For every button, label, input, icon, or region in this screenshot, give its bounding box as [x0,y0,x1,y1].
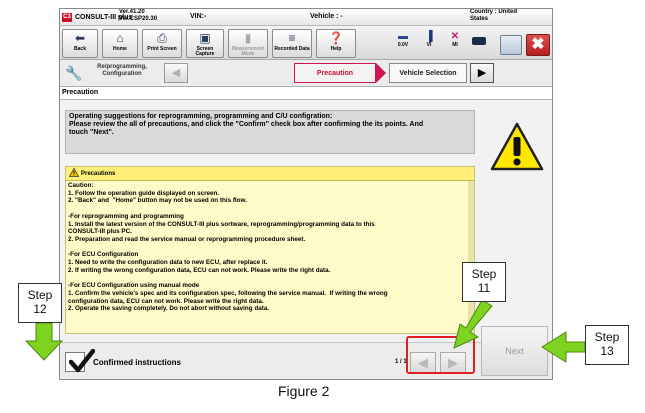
precaution-line: -For ECU Configuration using manual mode [68,282,200,290]
precaution-line [68,244,472,252]
screen-capture-label: Screen Capture [195,46,215,57]
recorded-data-label: Recorded Data [274,46,310,52]
step-arrow-icon [376,63,386,83]
precaution-line: 1. Follow the operation guide displayed on screen. [68,189,220,197]
consult-logo-icon: C3 [63,14,71,20]
version-line-1: Ver.41.20 [119,9,145,15]
page-indicator: 1 / 1 [395,359,407,365]
measurement-mode-label: Measurement Mode [231,46,265,57]
breadcrumb-back-button[interactable] [164,63,188,83]
breadcrumb-home-line-2: Configuration [102,71,142,77]
back-arrow-icon: ⬅ [74,31,86,45]
breadcrumb-step-vehicle-selection: Vehicle Selection [389,63,467,83]
title-bar [60,9,552,26]
battery-voltage: 0.0V [397,42,409,48]
home-button-label: Home [113,46,127,52]
version-line-2: Ver.CSP20.30 [119,16,158,22]
precautions-title: Precautions [81,171,116,177]
step-11-number: 11 [477,281,491,295]
chevron-left-icon: ◀ [171,67,181,79]
home-button[interactable] [102,29,138,58]
consult-window [59,8,553,380]
precaution-line: -For ECU Configuration [68,251,139,259]
close-icon: ✖ [531,36,545,53]
precaution-line: -For reprogramming and programming [68,212,184,220]
warning-small-icon [69,168,79,177]
breadcrumb-home[interactable] [87,64,157,78]
battery-status [391,31,415,48]
page-title: Precaution [62,89,99,96]
measurement-mode-button[interactable] [228,29,268,58]
operating-line-3: touch "Next". [69,129,114,136]
pager-highlight [406,336,475,374]
breadcrumb [60,60,552,87]
precaution-line: 2. If writing the wrong configuration data, ECU can not work. Please write the right data. [68,266,331,274]
signal-bars-icon: ▐ [425,31,433,42]
precaution-line: 2. "Back" and "Home" button may not be used on this flow. [68,197,247,205]
precaution-line: 2. Operate the saving completely. Do not abort without saving data. [68,305,270,313]
vi-label: VI [426,42,432,48]
print-screen-label: Print Screen [147,46,177,52]
help-icon: ❓ [328,31,344,45]
precaution-line: 1. Confirm the vehicle's spec and its configuration spec, following the service manual. If writing the wrong [68,289,388,297]
checkmark-icon [69,349,95,375]
measurement-icon: ▮ [244,31,252,45]
operating-suggestions [65,110,475,154]
vehicle-label: Vehicle : - [310,13,343,20]
chevron-right-icon: ▶ [448,355,458,370]
toolbar [60,26,552,60]
confirmed-instructions-label: Confirmed instructions [93,358,182,367]
step-13-callout [585,325,629,365]
step-12-number: 12 [33,302,47,316]
precaution-line: 1. Need to write the configuration data to new ECU, after replace it. [68,259,268,266]
printer-icon: ⎙ [157,31,167,45]
breadcrumb-home-line-1: Re/programming, [97,64,147,70]
figure-caption: Figure 2 [278,383,330,399]
x-icon: ✕ [450,31,460,42]
step-11-label: Step [471,267,497,281]
chevron-right-icon: ▶ [477,67,487,79]
operating-line-2: Please review the all of precautions, and click the "Confirm" check box after confirming the its points. And [69,121,424,128]
help-button[interactable] [316,29,356,58]
app-name: CONSULT-III plus [75,14,133,21]
help-label: Help [330,46,342,52]
confirm-checkbox[interactable] [65,352,85,372]
country-line-1: Country : United [470,9,517,15]
back-button[interactable] [62,29,98,58]
precaution-line: 1. Install the latest version of the CONSULT-III plus sortware, reprogramming/programming data to this [68,220,375,228]
precautions-text [66,181,474,314]
breadcrumb-forward-button[interactable] [470,63,494,83]
precautions-scrollbar[interactable] [468,181,474,333]
breadcrumb-step-precaution: Precaution [294,63,376,83]
home-icon: ⌂ [116,31,124,45]
version-info [119,9,157,23]
step-13-number: 13 [600,344,614,358]
recorded-data-button[interactable] [272,29,312,58]
step-12-callout [18,283,62,323]
warning-icon [490,122,544,172]
connector-icon [472,37,486,45]
print-screen-button[interactable] [142,29,182,58]
mi-label: MI [452,42,458,48]
precautions-header [66,167,474,181]
chevron-left-icon: ◀ [418,355,428,370]
footer-bar [60,342,552,379]
recorded-data-icon: ≡ [288,31,296,45]
precaution-line: Caution: [68,182,94,189]
step-12-arrow [26,323,62,360]
precaution-line [68,205,472,213]
car-battery-icon: ▬ [398,31,408,42]
step-12-label: Step [27,288,53,302]
country-info [470,9,517,23]
mi-status [443,31,467,48]
country-line-2: States [470,16,489,22]
vin-label: VIN:- [190,13,207,20]
step-11-callout [462,262,506,302]
precaution-line [68,274,472,282]
minimize-button[interactable] [500,35,522,55]
vi-status [417,31,441,48]
precaution-line: CONSULT-III plus PC. [68,228,132,236]
operating-line-1: Operating suggestions for reprogramming, programming and C/U configration: [69,113,333,120]
content-area [60,100,552,342]
next-button[interactable]: Next [481,326,548,376]
reprogramming-icon: 🔧 [65,65,83,81]
close-button[interactable] [526,34,550,56]
screen-capture-button[interactable] [186,29,224,58]
precautions-panel [65,166,475,334]
camera-icon: ▣ [199,31,211,45]
step-13-label: Step [594,330,620,344]
precaution-line: configuration data, ECU can not work. Please write the right data. [68,297,264,305]
back-button-label: Back [74,46,86,52]
precaution-line: 2. Preparation and read the service manual or reprogramming procedure sheet. [68,235,306,243]
